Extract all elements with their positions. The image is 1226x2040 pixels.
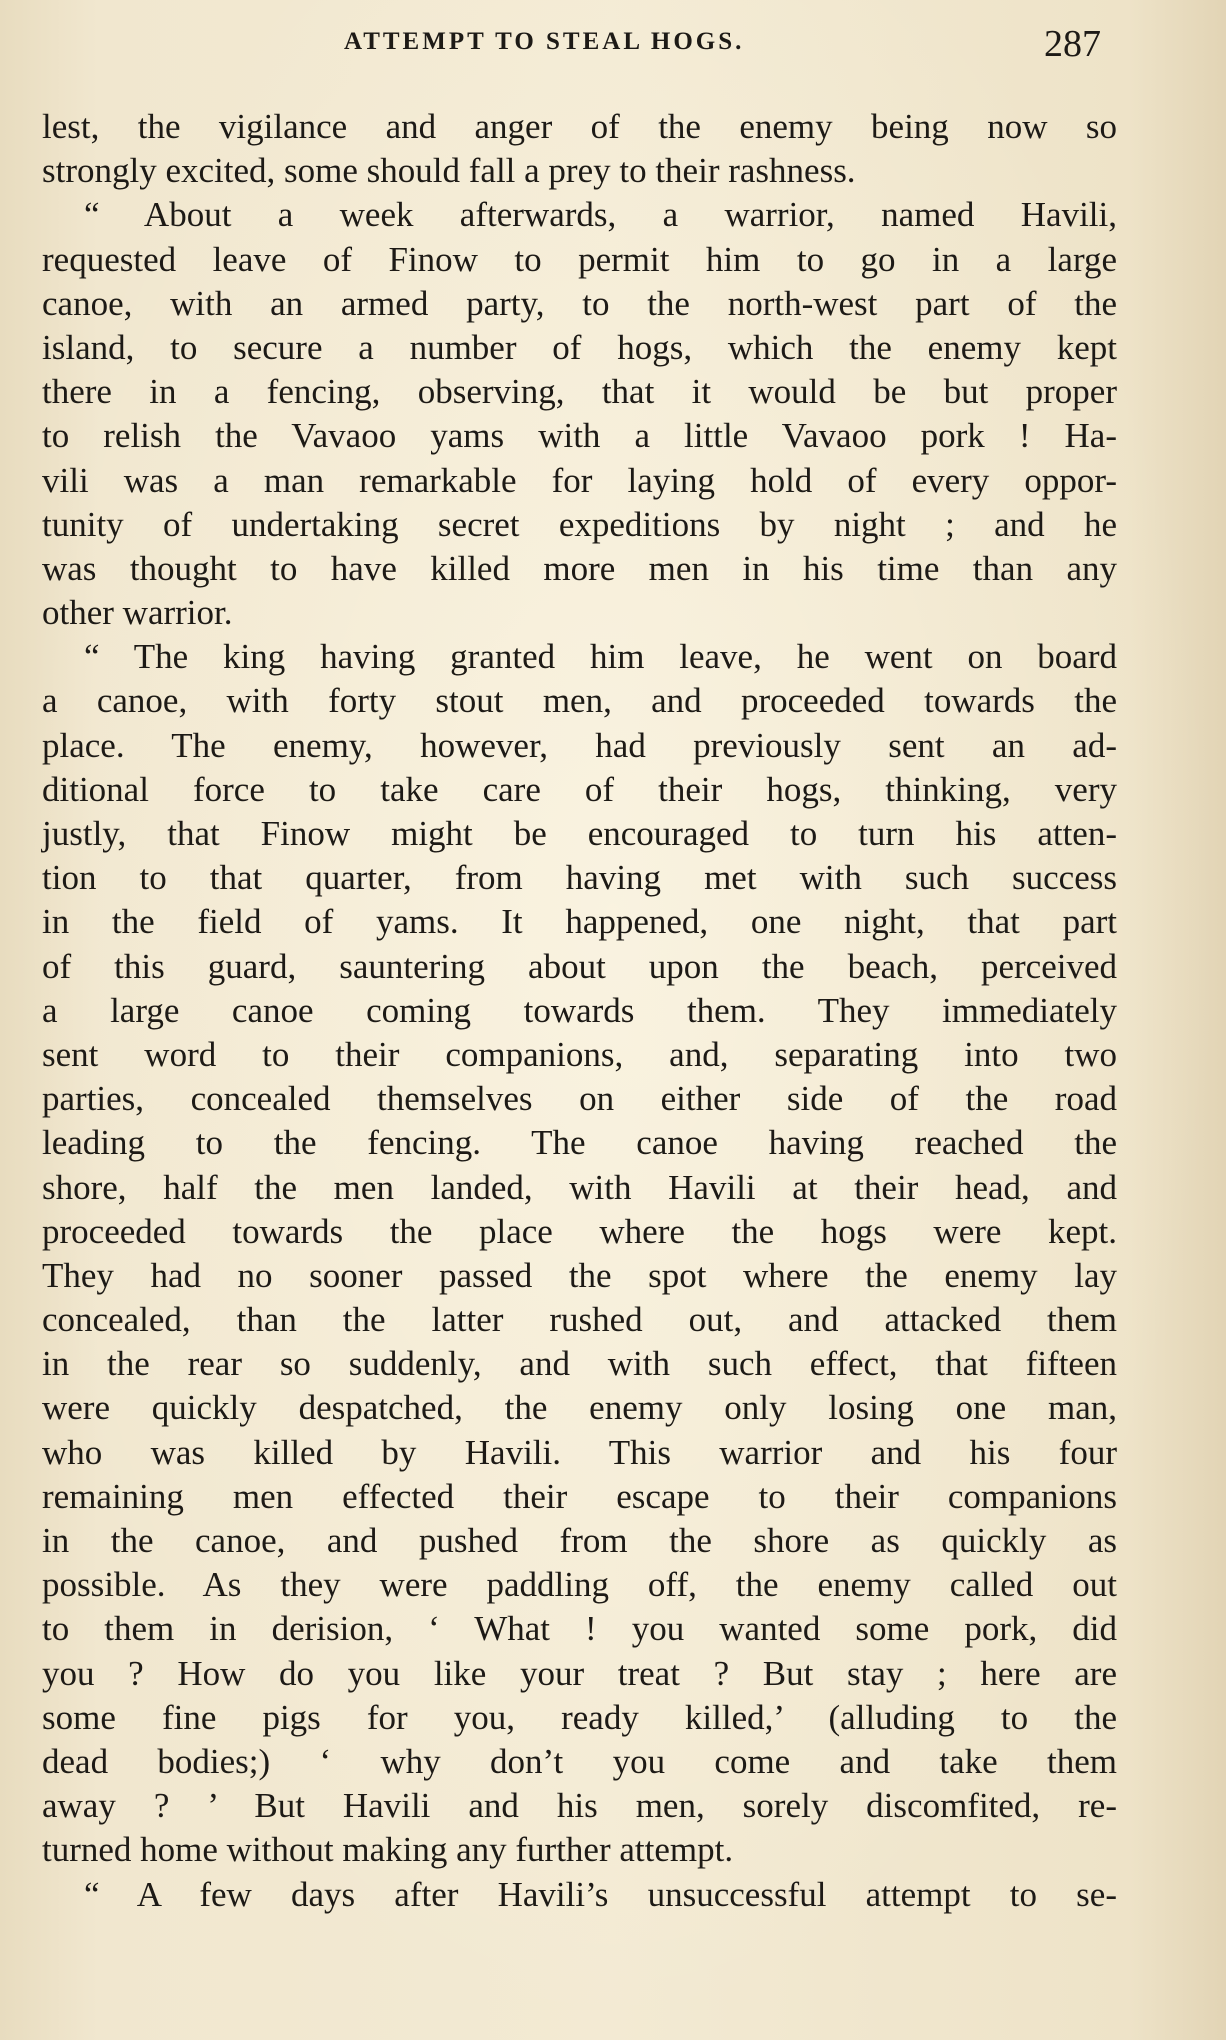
text-line: justly, that Finow might be encouraged to turn his atten- <box>42 814 1117 853</box>
text-line: turned home without making any further attempt. <box>42 1830 734 1870</box>
text-line: shore, half the men landed, with Havili at their head, and <box>42 1167 1117 1207</box>
text-line: requested leave of Finow to permit him to go in a large <box>42 239 1117 279</box>
page-number: 287 <box>1044 23 1101 65</box>
text-line: ditional force to take care of their hogs, thinking, very <box>42 769 1117 809</box>
text-line: were quickly despatched, the enemy only losing one man, <box>42 1388 1117 1428</box>
body-text <box>42 105 1117 1917</box>
text-line: in the field of yams. It happened, one night, that part <box>42 902 1117 942</box>
text-line: “ The king having granted him leave, he went on board <box>84 637 1117 677</box>
text-line: to relish the Vavaoo yams with a little Vavaoo pork ! Ha- <box>42 416 1117 456</box>
text-line: “ A few days after Havili’s unsuccessful attempt to se- <box>84 1874 1117 1914</box>
text-line: in the canoe, and pushed from the shore as quickly as <box>42 1521 1117 1560</box>
text-line: a canoe, with forty stout men, and proceeded towards the <box>42 681 1117 721</box>
text-line: some fine pigs for you, ready killed,’ (alluding to the <box>42 1697 1117 1737</box>
text-line: possible. As they were paddling off, the enemy called out <box>42 1565 1117 1605</box>
text-line: place. The enemy, however, had previously sent an ad- <box>42 725 1117 765</box>
text-line: proceeded towards the place where the hogs were kept. <box>42 1211 1117 1251</box>
text-line: to them in derision, ‘ What ! you wanted some pork, did <box>42 1609 1117 1649</box>
text-line: vili was a man remarkable for laying hold of every oppor- <box>42 460 1117 500</box>
text-line: of this guard, sauntering about upon the beach, perceived <box>42 946 1117 986</box>
text-line: dead bodies;) ‘ why don’t you come and take them <box>42 1741 1117 1781</box>
text-line: They had no sooner passed the spot where the enemy lay <box>42 1255 1117 1295</box>
text-line: you ? How do you like your treat ? But stay ; here are <box>42 1653 1117 1693</box>
text-line: away ? ’ But Havili and his men, sorely discomfited, re- <box>42 1786 1117 1826</box>
text-line: who was killed by Havili. This warrior and his four <box>42 1432 1117 1472</box>
text-line: strongly excited, some should fall a prey to their rashness. <box>42 151 856 191</box>
text-line: parties, concealed themselves on either side of the road <box>42 1079 1117 1119</box>
text-line: remaining men effected their escape to their companions <box>42 1476 1117 1516</box>
text-line: canoe, with an armed party, to the north-west part of the <box>42 283 1117 323</box>
text-line: lest, the vigilance and anger of the enemy being now so <box>42 107 1117 146</box>
text-line: other warrior. <box>42 593 233 633</box>
running-head <box>0 22 1226 72</box>
text-line: a large canoe coming towards them. They immediately <box>42 990 1117 1030</box>
text-line: in the rear so suddenly, and with such effect, that fifteen <box>42 1344 1117 1384</box>
text-line: leading to the fencing. The canoe having reached the <box>42 1123 1117 1163</box>
text-line: “ About a week afterwards, a warrior, named Havili, <box>84 195 1117 235</box>
text-line: concealed, than the latter rushed out, and attacked them <box>42 1300 1117 1340</box>
text-line: tunity of undertaking secret expeditions by night ; and he <box>42 504 1117 544</box>
running-head-title: ATTEMPT TO STEAL HOGS. <box>344 28 745 55</box>
text-line: sent word to their companions, and, separating into two <box>42 1034 1117 1074</box>
text-line: island, to secure a number of hogs, which the enemy kept <box>42 327 1117 367</box>
text-line: there in a fencing, observing, that it would be but proper <box>42 372 1117 412</box>
text-line: tion to that quarter, from having met with such success <box>42 858 1117 898</box>
text-line: was thought to have killed more men in his time than any <box>42 548 1117 588</box>
